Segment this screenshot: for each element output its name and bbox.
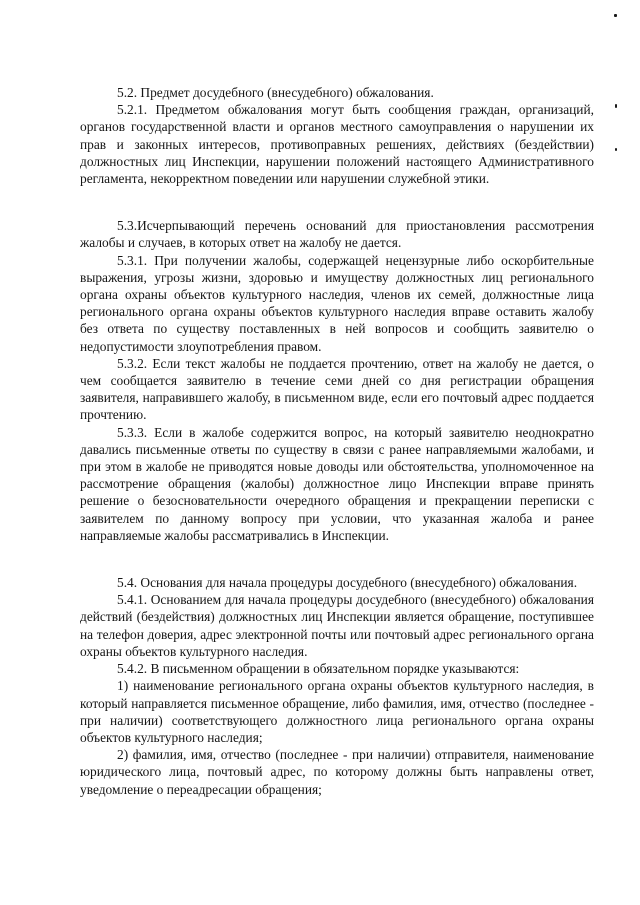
paragraph-5-2-1: 5.2.1. Предметом обжалования могут быть сообщения граждан, организаций, органов государственной власти и органов местного самоуправления о нарушении их прав и законных интересов, противоправных решениях, действиях (бездействии) должностных лиц Инспекции, нарушении положений настоящего Административного регламента, некорректном поведении или нарушении служебной этики. <box>80 102 594 187</box>
paragraph-5-3-3: 5.3.3. Если в жалобе содержится вопрос, на который заявителю неоднократно давались письменные ответы по существу в связи с ранее направляемыми жалобами, и при этом в жалобе не приводятся новые доводы или обстоятельства, уполномоченное на рассмотрение обращения (жалобы) должностное лицо Инспекции вправе принять решение о безосновательности очередного обращения и прекращении переписки с заявителем по данному вопросу при условии, что указанная жалоба и ранее направляемые жалобы рассматривались в Инспекции. <box>80 424 594 543</box>
spacer <box>80 187 594 217</box>
scan-speck-right-1 <box>615 104 617 108</box>
scan-speck-right-2 <box>615 148 617 151</box>
section-5-4-heading: 5.4. Основания для начала процедуры досудебного (внесудебного) обжалования. <box>117 575 578 591</box>
paragraph-5-4-1: 5.4.1. Основанием для начала процедуры досудебного (внесудебного) обжалования действий (бездействия) должностных лиц Инспекции является обращение, поступившее на телефон доверия, адрес электронной почты или почтовый адрес регионального органа охраны объектов культурного наследия. <box>80 592 594 659</box>
document-body <box>80 84 594 798</box>
paragraph-5-4-2: 5.4.2. В письменном обращении в обязательном порядке указываются: <box>117 661 520 677</box>
list-item-2: 2) фамилия, имя, отчество (последнее - при наличии) отправителя, наименование юридического лица, почтовый адрес, по которому должны быть направлены ответ, уведомление о переадресации обращения; <box>80 747 594 797</box>
spacer <box>80 544 594 574</box>
list-item-1: 1) наименование регионального органа охраны объектов культурного наследия, в который направляется письменное обращение, либо фамилия, имя, отчество (последнее - при наличии) соответствующего должностного лица регионального органа охраны объектов культурного наследия; <box>80 678 594 745</box>
scan-speck-top-right <box>614 14 617 17</box>
paragraph-5-3-2: 5.3.2. Если текст жалобы не поддается прочтению, ответ на жалобу не дается, о чем сообщается заявителю в течение семи дней со дня регистрации обращения заявителя, направившего жалобу, в письменном виде, если его почтовый адрес поддается прочтению. <box>80 355 594 423</box>
paragraph-5-3-1: 5.3.1. При получении жалобы, содержащей нецензурные либо оскорбительные выражения, угрозы жизни, здоровью и имуществу должностных лиц регионального органа охраны объектов культурного наследия, членов их семей, должностные лица регионального органа охраны объектов культурного наследия вправе оставить жалобу без ответа по существу поставленных в ней вопросов и сообщить заявителю о недопустимости злоупотребления правом. <box>80 252 594 354</box>
section-5-2-heading: 5.2. Предмет досудебного (внесудебного) обжалования. <box>117 85 434 100</box>
section-5-3-heading: 5.3.Исчерпывающий перечень оснований для приостановления рассмотрения жалобы и случаев, в которых ответ на жалобу не дается. <box>80 218 594 251</box>
